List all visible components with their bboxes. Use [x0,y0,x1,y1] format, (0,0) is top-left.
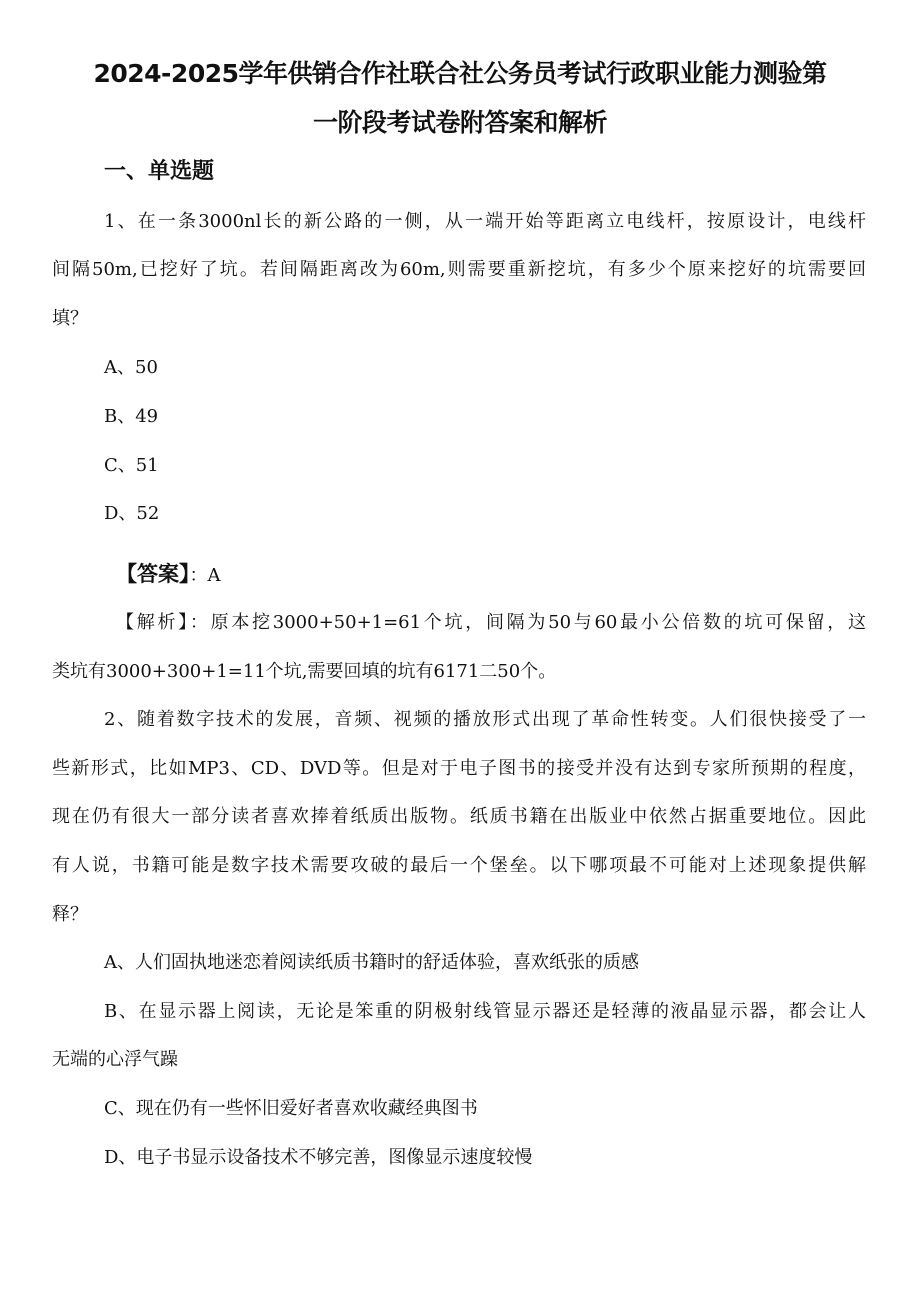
question-1-analysis-line-2: 类坑有3000+300+1=11个坑,需要回填的坑有6171二50个。 [52,661,557,682]
question-1-analysis-line-1 [116,611,866,635]
section-heading: 一、单选题 [104,159,215,184]
question-2-option-b-line-2: 无端的心浮气躁 [52,1049,178,1070]
answer-label: 【答案】 [116,562,190,586]
question-2-option-c: C、现在仍有一些怀旧爱好者喜欢收藏经典图书 [104,1098,478,1119]
question-2-stem-line-3: 现在仍有很大一部分读者喜欢捧着纸质出版物。纸质书籍在出版业中依然占据重要地位。因此 [52,806,866,827]
question-2-option-d: D、电子书显示设备技术不够完善，图像显示速度较慢 [104,1147,533,1168]
question-1-answer [116,562,221,588]
question-1-stem-line-3: 填？ [52,308,88,329]
question-1-option-b: B、49 [104,406,159,427]
question-2-stem-line-5: 释？ [52,904,88,925]
analysis-label: 【解析】 [116,612,190,633]
answer-value: ：A [189,565,221,586]
question-1-option-a: A、50 [104,357,158,378]
question-1-stem-line-2: 间隔50m,已挖好了坑。若间隔距离改为60m,则需要重新挖坑，有多少个原来挖好的坑需要回 [52,259,866,280]
question-2-option-a: A、人们固执地迷恋着阅读纸质书籍时的舒适体验，喜欢纸张的质感 [104,952,639,973]
analysis-text: ：原本挖3000+50+1=61个坑，间隔为50与60最小公倍数的坑可保留，这 [189,612,867,633]
question-2-stem-line-4: 有人说，书籍可能是数字技术需要攻破的最后一个堡垒。以下哪项最不可能对上述现象提供解 [52,855,866,876]
question-1-option-d: D、52 [104,503,160,524]
document-title-line-1: 2024-2025学年供销合作社联合社公务员考试行政职业能力测验第 [93,59,827,88]
question-2-stem-line-2: 些新形式，比如MP3、CD、DVD等。但是对于电子图书的接受并没有达到专家所预期的程度， [52,758,866,779]
question-2-stem-line-1: 2、随着数字技术的发展，音频、视频的播放形式出现了革命性转变。人们很快接受了一 [104,709,866,730]
document-title-line-2: 一阶段考试卷附答案和解析 [312,108,607,137]
question-1-option-c: C、51 [104,455,159,476]
question-1-stem-line-1: 1、在一条3000nl长的新公路的一侧，从一端开始等距离立电线杆，按原设计，电线杆 [104,211,866,232]
question-2-option-b-line-1: B、在显示器上阅读，无论是笨重的阴极射线管显示器还是轻薄的液晶显示器，都会让人 [104,1001,866,1022]
